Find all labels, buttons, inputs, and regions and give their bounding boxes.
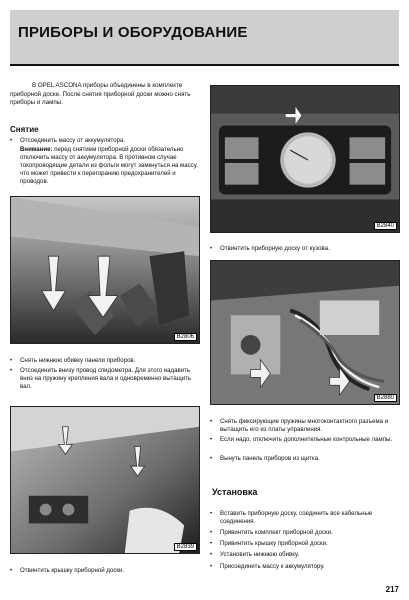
list-item bbox=[210, 436, 400, 444]
page-number: 217 bbox=[385, 585, 399, 594]
list-item-text: Отсоединить внизу провод спидометра. Для этого надавить вниз на пружину крепления вала и одновременно вытащить вал. bbox=[20, 367, 192, 391]
list-item-text: Вставить приборную доску, соединить все кабельные соединения. bbox=[220, 510, 373, 526]
bullet-icon: • bbox=[210, 436, 213, 443]
photo-lower-trim-image bbox=[11, 197, 199, 343]
photo-cover-screws bbox=[10, 406, 200, 554]
bullet-icon: • bbox=[10, 367, 13, 374]
list-item bbox=[210, 418, 400, 434]
photo-lower-trim-removal bbox=[10, 196, 200, 344]
photo-connector-image bbox=[211, 261, 399, 404]
list-item-text: Отвинтить приборную доску от кузова. bbox=[220, 245, 330, 252]
list-item-text: Снять нижнюю обивку панели приборов. bbox=[20, 357, 136, 364]
warning-text: перед снятием приборной доски обязательно отключить массу от аккумулятора. В противном случае токопроводящие детали из фольги могут замкнуться на массу, что может привести к перегоранию предохранителей и проводов. bbox=[20, 146, 198, 186]
bullet-icon: • bbox=[210, 529, 213, 536]
bullet-icon: • bbox=[210, 245, 213, 252]
list-item-text: Если надо, отключить дополнительные контрольные лампы. bbox=[220, 436, 393, 443]
list-item-text: Вынуть панель приборов из щитка. bbox=[220, 455, 320, 462]
list-item bbox=[210, 540, 400, 548]
warning-note bbox=[20, 146, 202, 186]
photo-connector bbox=[210, 260, 400, 405]
intro-paragraph: В OPEL ASCONA приборы объединены в комплекте приборной доске. После снятия приборной доски можно снять приборы и лампы. bbox=[10, 82, 191, 107]
list-item bbox=[10, 357, 202, 365]
list-item bbox=[210, 563, 400, 571]
section-title-install: Установка bbox=[212, 487, 258, 497]
photo-instrument-cluster bbox=[210, 85, 400, 233]
list-item-text: Присоединить массу к аккумулятору. bbox=[220, 563, 325, 570]
list-item bbox=[210, 551, 400, 559]
list-item bbox=[210, 245, 400, 253]
photo-code: B2839 bbox=[174, 543, 197, 551]
page-title: ПРИБОРЫ И ОБОРУДОВАНИЕ bbox=[18, 24, 248, 41]
photo-instrument-cluster-image bbox=[211, 86, 399, 232]
photo-code: B2806 bbox=[174, 333, 197, 341]
bullet-icon: • bbox=[210, 563, 213, 570]
warning-label: Внимание: bbox=[20, 146, 53, 153]
list-item-text: Установить нижнюю обивку. bbox=[220, 551, 300, 558]
bullet-icon: • bbox=[210, 418, 213, 425]
bullet-icon: • bbox=[210, 551, 213, 558]
page-header bbox=[10, 10, 399, 66]
bullet-icon: • bbox=[210, 510, 213, 517]
list-item-text: Привинтить крышку приборной доски. bbox=[220, 540, 328, 547]
bullet-icon: • bbox=[210, 540, 213, 547]
bullet-icon: • bbox=[10, 567, 13, 574]
photo-cover-screws-image bbox=[11, 407, 199, 553]
list-item bbox=[10, 137, 202, 145]
list-item bbox=[10, 567, 202, 575]
photo-code: B2880 bbox=[374, 394, 397, 402]
list-item bbox=[10, 367, 202, 391]
list-item-text: Привинтить комплект приборной доски. bbox=[220, 529, 333, 536]
list-item-text: Отсоединить массу от аккумулятора. bbox=[20, 137, 126, 144]
list-item-text: Снять фиксирующие пружины многоконтактного разъема и вытащить его из платы управления. bbox=[220, 418, 389, 434]
list-item bbox=[210, 510, 400, 526]
photo-code: B2840 bbox=[374, 222, 397, 230]
bullet-icon: • bbox=[210, 455, 213, 462]
list-item bbox=[210, 529, 400, 537]
bullet-icon: • bbox=[10, 357, 13, 364]
section-title-removal: Снятие bbox=[10, 125, 39, 134]
bullet-icon: • bbox=[10, 137, 13, 144]
list-item-text: Отвинтить крышку приборной доски. bbox=[20, 567, 125, 574]
list-item bbox=[210, 455, 400, 463]
